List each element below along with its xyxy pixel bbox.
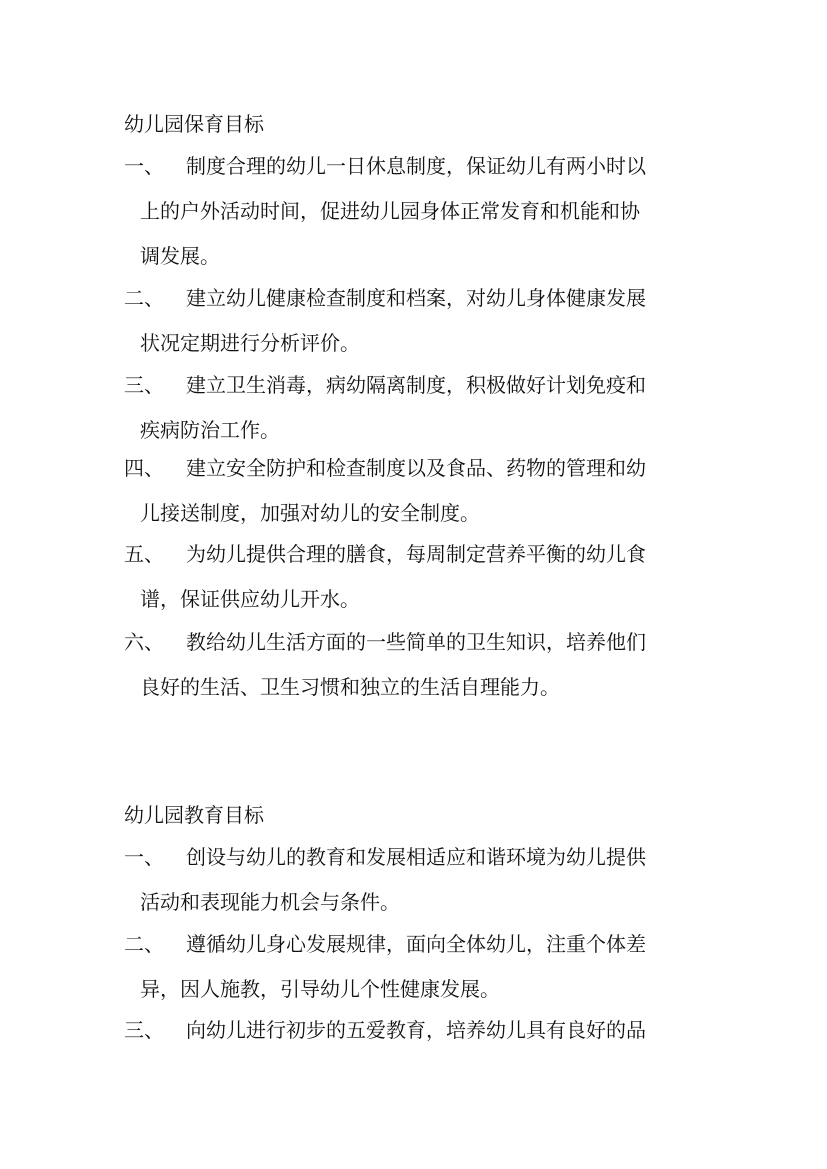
item-first-line	[124, 532, 714, 577]
item-marker: 三、	[124, 1018, 164, 1042]
item-continuation-line: 活动和表现能力机会与条件。	[140, 890, 400, 914]
item-marker: 一、	[124, 845, 164, 869]
item-text: 向幼儿进行初步的五爱教育，培养幼儿具有良好的品	[186, 1018, 646, 1042]
care-item-3	[124, 363, 714, 453]
education-item-1	[124, 835, 714, 925]
item-first-line	[124, 922, 714, 967]
section-title-care: 幼儿园保育目标	[124, 112, 264, 136]
education-item-3	[124, 1008, 714, 1053]
item-text: 为幼儿提供合理的膳食，每周制定营养平衡的幼儿食	[186, 542, 646, 566]
item-first-line	[124, 363, 714, 408]
care-item-4	[124, 446, 714, 536]
care-item-5	[124, 532, 714, 622]
item-text: 建立安全防护和检查制度以及食品、药物的管理和幼	[186, 456, 646, 480]
item-marker: 二、	[124, 286, 164, 310]
item-text: 建立卫生消毒，病幼隔离制度，积极做好计划免疫和	[186, 373, 646, 397]
item-first-line	[124, 276, 714, 321]
item-first-line	[124, 1008, 714, 1053]
care-item-2	[124, 276, 714, 366]
item-continuation-line: 调发展。	[140, 244, 220, 268]
item-marker: 四、	[124, 456, 164, 480]
education-item-2	[124, 922, 714, 1012]
item-text: 建立幼儿健康检查制度和档案，对幼儿身体健康发展	[186, 286, 646, 310]
item-marker: 一、	[124, 154, 164, 178]
item-continuation-line: 异，因人施教，引导幼儿个性健康发展。	[140, 977, 500, 1001]
item-continuation-line: 良好的生活、卫生习惯和独立的生活自理能力。	[140, 675, 560, 699]
item-marker: 五、	[124, 542, 164, 566]
item-text: 制度合理的幼儿一日休息制度，保证幼儿有两小时以	[186, 154, 646, 178]
item-text: 创设与幼儿的教育和发展相适应和谐环境为幼儿提供	[186, 845, 646, 869]
item-marker: 六、	[124, 630, 164, 654]
section-title-education: 幼儿园教育目标	[124, 803, 264, 827]
care-item-6	[124, 620, 714, 710]
item-text: 教给幼儿生活方面的一些简单的卫生知识，培养他们	[186, 630, 646, 654]
item-first-line	[124, 835, 714, 880]
item-continuation-line: 儿接送制度，加强对幼儿的安全制度。	[140, 501, 480, 525]
item-first-line	[124, 446, 714, 491]
item-continuation-line: 上的户外活动时间，促进幼儿园身体正常发育和机能和协	[140, 199, 640, 223]
item-marker: 三、	[124, 373, 164, 397]
care-item-1	[124, 144, 714, 279]
item-continuation-line: 疾病防治工作。	[140, 418, 280, 442]
item-marker: 二、	[124, 932, 164, 956]
item-text: 遵循幼儿身心发展规律，面向全体幼儿，注重个体差	[186, 932, 646, 956]
item-first-line	[124, 620, 714, 665]
item-continuation-line: 状况定期进行分析评价。	[140, 331, 360, 355]
item-first-line	[124, 144, 714, 189]
item-continuation-line: 谱，保证供应幼儿开水。	[140, 587, 360, 611]
